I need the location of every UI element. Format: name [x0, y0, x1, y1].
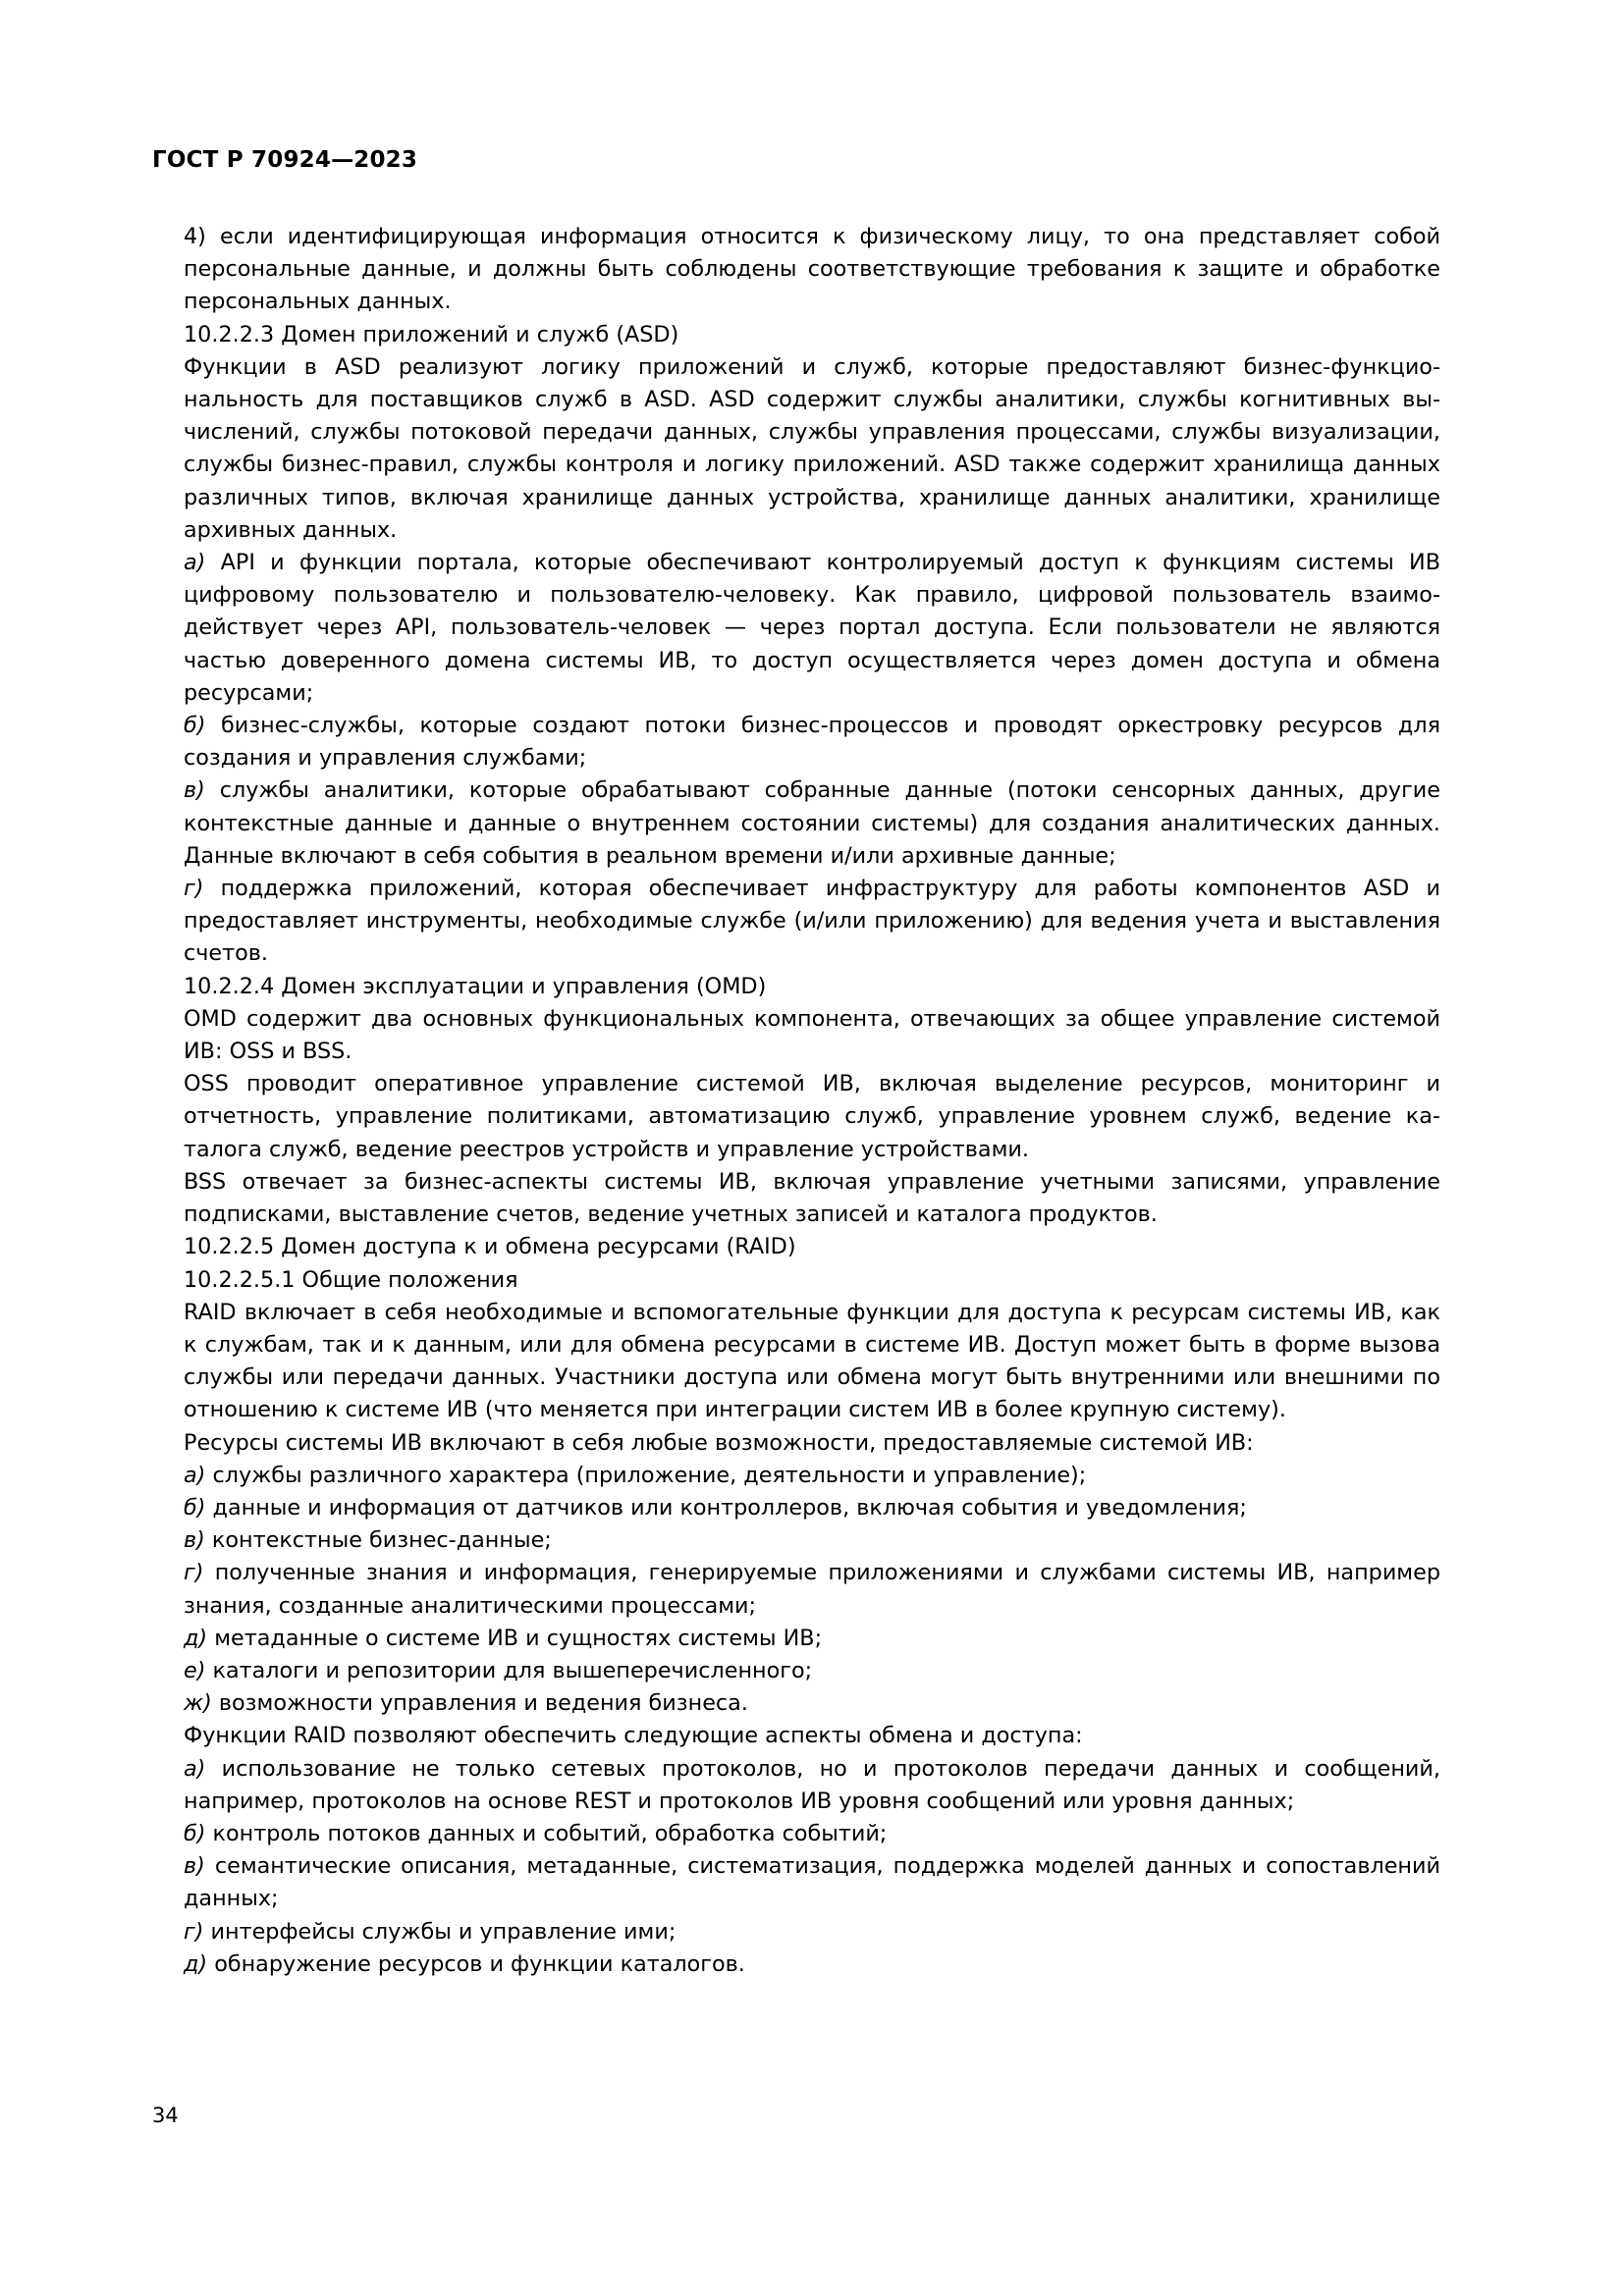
heading-10-2-2-4: 10.2.2.4 Домен эксплуатации и управления (OMD)	[184, 973, 767, 999]
heading-10-2-2-5-1: 10.2.2.5.1 Общие положения	[184, 1266, 518, 1293]
para-res-d: д) метаданные о системе ИВ и сущностях системы ИВ;	[184, 1625, 823, 1651]
para-raid-aspects-intro: Функции RAID позволяют обеспечить следующие аспекты обмена и доступа:	[184, 1723, 1083, 1749]
para-asp-d: д) обнаружение ресурсов и функции каталогов.	[184, 1950, 745, 1977]
para-asd-a: а) API и функции портала, которые обеспечивают контролируемый доступ к функциям системы ИВ цифровому пользователю и пользователю-человеку. Как правило, цифровой пользователь взаимодействует через API, пользователь-человек — через портал доступа. Если пользователи не являются частью доверенного домена системы ИВ, то доступ осуществляется через домен доступа и обмена ресурсами;	[184, 550, 1440, 706]
para-oss: OSS проводит оперативное управление системой ИВ, включая выделение ресурсов, мониторинг и отчетность, управление политиками, автоматизацию служб, управление уровнем служб, ведение каталога служб, ведение реестров устройств и управление устройствами.	[184, 1071, 1440, 1162]
para-res-g: г) полученные знания и информация, генерируемые приложениями и службами системы ИВ, например знания, созданные аналитическими процессами;	[184, 1560, 1440, 1619]
para-bss: BSS отвечает за бизнес-аспекты системы ИВ, включая управление учетными записями, управление подписками, выставление счетов, ведение учетных записей и каталога продуктов.	[184, 1168, 1440, 1228]
list-marker: в)	[184, 777, 205, 804]
heading-10-2-2-5: 10.2.2.5 Домен доступа к и обмена ресурсами (RAID)	[184, 1234, 796, 1260]
para-res-zh: ж) возможности управления и ведения бизнеса.	[184, 1690, 748, 1717]
para-res-v: в) контекстные бизнес-данные;	[184, 1527, 552, 1554]
list-marker: а)	[184, 1462, 206, 1488]
list-marker: г)	[184, 876, 204, 902]
para-asp-v: в) семантические описания, метаданные, систематизация, поддержка моделей данных и сопоставлений данных;	[184, 1853, 1440, 1912]
para-asd-v: в) службы аналитики, которые обрабатывают собранные данные (потоки сенсорных данных, другие контекстные данные и данные о внутреннем состоянии системы) для создания аналитических данных. Данные включают в себя события в реальном времени и/или архивные данные;	[184, 777, 1440, 869]
list-marker: в)	[184, 1853, 205, 1880]
para-asp-a: а) использование не только сетевых протоколов, но и протоколов передачи данных и сообщений, например, протоколов на основе REST и протоколов ИВ уровня сообщений или уровня данных;	[184, 1755, 1440, 1814]
list-marker: ж)	[184, 1690, 212, 1717]
para-res-a: а) службы различного характера (приложение, деятельности и управление);	[184, 1462, 1087, 1488]
list-marker: в)	[184, 1527, 205, 1554]
para-omd-components: OMD содержит два основных функциональных компонента, отвечающих за общее управление системой ИВ: OSS и BSS.	[184, 1005, 1440, 1065]
list-marker: д)	[184, 1950, 208, 1977]
page-number: 34	[152, 2104, 179, 2127]
para-asd-g: г) поддержка приложений, которая обеспечивает инфраструктуру для работы компонентов ASD и предоставляет инструменты, необходимые службе (и/или приложению) для ведения учета и выставления счетов.	[184, 876, 1440, 967]
list-marker: г)	[184, 1918, 204, 1945]
list-marker: а)	[184, 550, 206, 576]
list-marker: г)	[184, 1560, 204, 1586]
list-marker: б)	[184, 713, 206, 739]
list-marker: д)	[184, 1625, 208, 1651]
list-marker: а)	[184, 1755, 206, 1782]
para-raid-general: RAID включает в себя необходимые и вспомогательные функции для доступа к ресурсам системы ИВ, как к службам, так и к данным, или для обмена ресурсами в системе ИВ. Доступ может быть в форме вызова службы или передачи данных. Участники доступа или обмена могут быть внутренними или внешними по отношению к системе ИВ (что меняется при интеграции систем ИВ в более крупную систему).	[184, 1299, 1440, 1423]
para-res-e: е) каталоги и репозитории для вышеперечисленного;	[184, 1657, 813, 1683]
list-marker: б)	[184, 1494, 206, 1521]
list-marker: б)	[184, 1820, 206, 1846]
para-item-4: 4) если идентифицирующая информация относится к физическому лицу, то она представляет собой персональные данные, и должны быть соблюдены соответствующие требования к защите и обработке персональных данных.	[184, 224, 1440, 315]
para-asp-g: г) интерфейсы службы и управление ими;	[184, 1918, 677, 1945]
para-resources-intro: Ресурсы системы ИВ включают в себя любые возможности, предоставляемые системой ИВ:	[184, 1429, 1254, 1456]
para-res-b: б) данные и информация от датчиков или контроллеров, включая события и уведомления;	[184, 1494, 1247, 1521]
para-asd-b: б) бизнес-службы, которые создают потоки бизнес-процессов и проводят оркестровку ресурсов для создания и управления службами;	[184, 713, 1440, 772]
para-asd-functions: Функции в ASD реализуют логику приложений и служб, которые предоставляют бизнес-функциональность для поставщиков служб в ASD. ASD содержит службы аналитики, службы когнитивных вычислений, службы потоковой передачи данных, службы управления процессами, службы визуализации, службы бизнес-правил, службы контроля и логику приложений. ASD также содержит хранилища данных различных типов, включая хранилище данных устройства, хранилище данных аналитики, хранилище архивных данных.	[184, 353, 1440, 543]
standard-header: ГОСТ Р 70924—2023	[152, 147, 418, 173]
heading-10-2-2-3: 10.2.2.3 Домен приложений и служб (ASD)	[184, 321, 679, 347]
para-asp-b: б) контроль потоков данных и событий, обработка событий;	[184, 1820, 888, 1846]
document-body	[184, 221, 1440, 1981]
list-marker: е)	[184, 1657, 206, 1683]
